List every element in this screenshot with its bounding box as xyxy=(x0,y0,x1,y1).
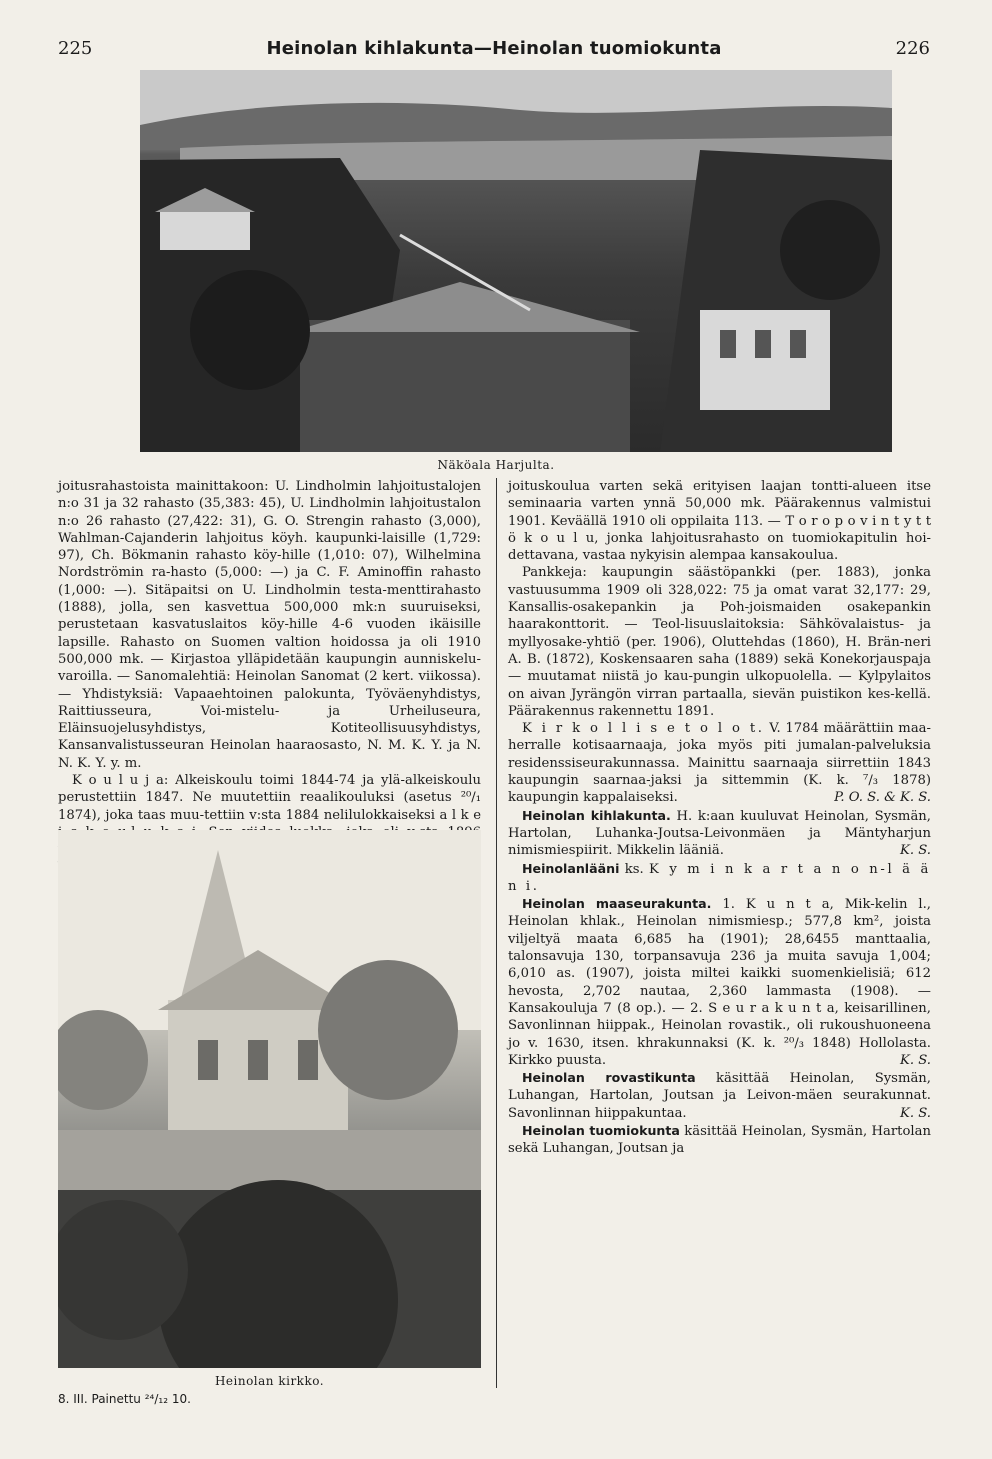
church-photo xyxy=(58,830,481,1368)
right-column xyxy=(508,478,931,1388)
church-photo-caption: Heinolan kirkko. xyxy=(214,1374,325,1388)
entry-headword: Heinolan kihlakunta. xyxy=(522,807,671,823)
top-photo-caption: Näköala Harjulta. xyxy=(437,458,555,472)
right-paragraph-8 xyxy=(508,1122,931,1158)
harju-view-illustration xyxy=(140,70,892,452)
author-signature: K. S. xyxy=(900,1052,931,1068)
harju-view-photo xyxy=(140,70,892,452)
entry-headword: Heinolan tuomiokunta xyxy=(522,1122,680,1138)
author-signature: P. O. S. & K. S. xyxy=(834,790,931,806)
right-paragraph-6 xyxy=(508,895,931,1069)
right-paragraph-2: Pankkeja: kaupungin säästöpankki (per. 1883), jonka vastuusumma 1909 oli 328,022: 75 ja omat varat 32,177: 29, Kansallis-osakepankin ja Poh-joismaiden osakepankin haarakonttorit. — Teol-lisuuslaitoksia: Sähkövalaistus- ja myllyosake-yhtiö (per. 1906), Oluttehdas (1860), H. Brän-neri A. B. (1872), Koskensaaren saha (1889) sekä Konekorjauspaja — muutamat niistä jo kau-pungin ulkopuolella. — Kylpylaitos on aivan Jyrängön virran partaalla, sievän puistikon kes-kellä. Päärakennus rakennettu 1891. xyxy=(508,565,931,719)
author-signature: K. S. xyxy=(900,843,931,859)
author-signature: K. S. xyxy=(900,1105,931,1121)
section-text: V. 1784 määrättiin maa-herralle kotisaarnaaja, joka myös piti jumalan-palveluksia residenssiseurakunnassa. Mainittu saarnaaja siirrettiin 1843 kaupungin saarnaa-jaksi ja sittemmin (K. k. ⁷/₃ 1878) kaupungin kappalaiseksi. xyxy=(508,721,931,806)
entry-text: käsittää Heinolan, Sysmän, Hartolan sekä Luhangan, Joutsan ja xyxy=(508,1123,931,1157)
entry-headword: Heinolan rovastikunta xyxy=(522,1070,696,1086)
entry-text: ks. xyxy=(619,861,649,877)
cross-reference: K y m i n k a r t a n o n-l ä ä n i. xyxy=(508,861,931,894)
entry-headword: Heinolanlääni xyxy=(522,860,620,876)
entry-text: käsittää Heinolan, Sysmän, Luhangan, Hartolan, Joutsan ja Leivon-mäen seurakunnat. Savonlinnan hiippakuntaa. xyxy=(508,1071,931,1121)
printer-footer: 8. III. Painettu ²⁴/₁₂ 10. xyxy=(58,1392,191,1406)
church-illustration xyxy=(58,830,481,1368)
left-paragraph-2: K o u l u j a: Alkeiskoulu toimi 1844-74 ja ylä-alkeiskoulu perustettiin 1847. Ne muutettiin reaalikouluksi (asetus ²⁰/₁ 1874), joka taas muu-tettiin v:sta 1884 nelilulokkaiseksi a l k e xyxy=(58,773,481,823)
right-paragraph-5 xyxy=(508,860,931,896)
entry-headword: Heinolan maaseurakunta. xyxy=(522,896,712,912)
left-paragraph-1: joitusrahastoista mainittakoon: U. Lindholmin lahjoitustalojen n:o 31 ja 32 rahasto (35,383: 45), U. Lindholmin lahjoitustalon n:o 26 rahasto (27,422: 31), G. O. Strengin rahasto (3,000), Wahlman-Cajanderin lahjoitus köyh. kaupunki-laisille (1,729: 97), Ch. Bökmanin rahasto köy-hille (1,010: 07), Wilhelmina Nordströmin ra-hasto (5,000: —) ja C. F. Aminoffin rahasto (1,000: —). Sitäpaitsi on U. Lindholmin testa-menttirahasto (1888), jolla, sen kasvettua 500,000 mk:n suuruiseksi, perustetaan kasvatuslaitos köy-hille 4-6 vuoden ikäisille lapsille. Rahasto on Suomen valtion hoidossa ja oli 1910 500,000 mk. — Kirjastoa ylläpidetään kaupungin aunniskelu-varoilla. — Sanomalehtiä: Heinolan Sanomat (2 kert. viikossa). — Yhdistyksiä: Vapaaehtoinen palokunta, Työväenyhdistys, Raittiusseura, Voi-mistelu- ja Urheiluseura, Eläinsuojelusyhdistys, Kotiteollisuusyhdistys, Kansanvalistusseuran Heinolan haaraosasto, N. M. K. Y. ja N. N. K. Y. y. m. xyxy=(58,479,481,771)
section-lead: K i r k o l l i s e t o l o t. xyxy=(522,721,765,737)
right-paragraph-4 xyxy=(508,807,931,860)
column-divider xyxy=(496,478,497,1388)
entry-text: 1. K u n t a, Mik-kelin l., Heinolan khlak., Heinolan nimismiesp.; 577,8 km², joista viljeltyä maata 6,685 ha (1901); 28,6455 manttaalia, talonsavuja 130, torpansavuja 236 ja muita savuja 1,004; 6,010 as. (1907), joista miltei kaikki suomenkielisiä; 612 hevosta, 2,702 nautaa, 2,360 lammasta (1908). — Kansakouluja 7 (8 op.). — 2. S e u r a k u n t a, keisarillinen, Savonlinnan hiippak., Heinolan rovastik., oli rukoushuoneena jo v. 1630, itsen. khrakunnaksi (K. k. ²⁰/₃ 1848) Hollolasta. Kirkko puusta. xyxy=(508,897,932,1068)
right-paragraph-7 xyxy=(508,1069,931,1122)
entry-text: H. k:aan kuuluvat Heinolan, Sysmän, Hartolan, Luhanka-Joutsa-Leivonmäen ja Mäntyharjun nimismiespiirit. Mikkelin lääniä. xyxy=(508,808,931,859)
page-number-right: 226 xyxy=(895,38,930,59)
right-paragraph-1: joituskoulua varten sekä erityisen laajan tontti-alueen itse seminaaria varten ynnä 50,000 mk. Päärakennus valmistui 1901. Keväällä 1910 oli oppilaita 113. — T o r o p o v i n t y t t ö k o u l u, jonka lahjoitusrahasto on tuomiokapitulin hoi-dettavana, vastaa nykyisin alempaa kansakoulua. xyxy=(508,479,931,564)
running-title: Heinolan kihlakunta—Heinolan tuomiokunta xyxy=(266,38,722,59)
right-paragraph-3 xyxy=(508,720,931,806)
running-header xyxy=(58,38,930,64)
page-number-left: 225 xyxy=(58,38,93,59)
